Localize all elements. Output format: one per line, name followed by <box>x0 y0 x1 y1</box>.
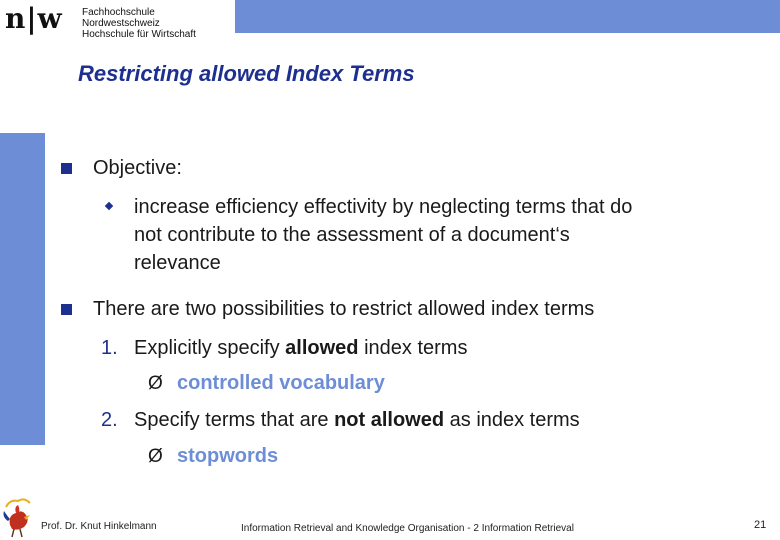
logo-text <box>82 7 235 40</box>
square-bullet-icon <box>61 304 72 315</box>
footer-course: Information Retrieval and Knowledge Organisation - 2 Information Retrieval <box>241 523 574 534</box>
rooster-logo-icon <box>0 495 38 540</box>
objective-label: Objective: <box>93 157 182 179</box>
possibilities-label: There are two possibilities to restrict allowed index terms <box>93 298 595 320</box>
footer-author: Prof. Dr. Knut Hinkelmann <box>41 521 157 532</box>
objective-item-line-3: relevance <box>134 252 221 274</box>
objective-item-line-2: not contribute to the assessment of a document‘s <box>134 224 570 246</box>
item-2-text <box>134 407 580 434</box>
item-2-result: stopwords <box>177 445 279 467</box>
item-1-text-pre: Explicitly specify <box>134 337 286 359</box>
item-1-text <box>134 335 467 362</box>
page-number: 21 <box>754 519 767 531</box>
logo-mark: n|w <box>5 2 63 35</box>
item-1-number: 1. <box>101 337 118 359</box>
fhnw-logo <box>2 2 235 40</box>
objective-item-line-1: increase efficiency effectivity by neglecting terms that do <box>134 196 633 218</box>
item-2-text-bold: not allowed <box>334 409 445 431</box>
slide-title: Restricting allowed Index Terms <box>78 61 415 86</box>
item-2-text-post: as index terms <box>444 409 580 431</box>
arrow-icon: Ø <box>148 446 163 467</box>
logo-line-2: Hochschule für Wirtschaft <box>82 29 196 40</box>
logo-line-1: Fachhochschule Nordwestschweiz <box>82 7 160 29</box>
item-1-text-post: index terms <box>358 337 468 359</box>
item-2-text-pre: Specify terms that are <box>134 409 335 431</box>
item-2-number: 2. <box>101 409 118 431</box>
side-accent-bar <box>0 133 45 445</box>
item-1-text-bold: allowed <box>285 337 359 359</box>
arrow-icon: Ø <box>148 373 163 394</box>
item-1-result: controlled vocabulary <box>177 372 385 394</box>
header-bar <box>235 0 780 33</box>
diamond-bullet-icon <box>105 202 113 210</box>
square-bullet-icon <box>61 163 72 174</box>
